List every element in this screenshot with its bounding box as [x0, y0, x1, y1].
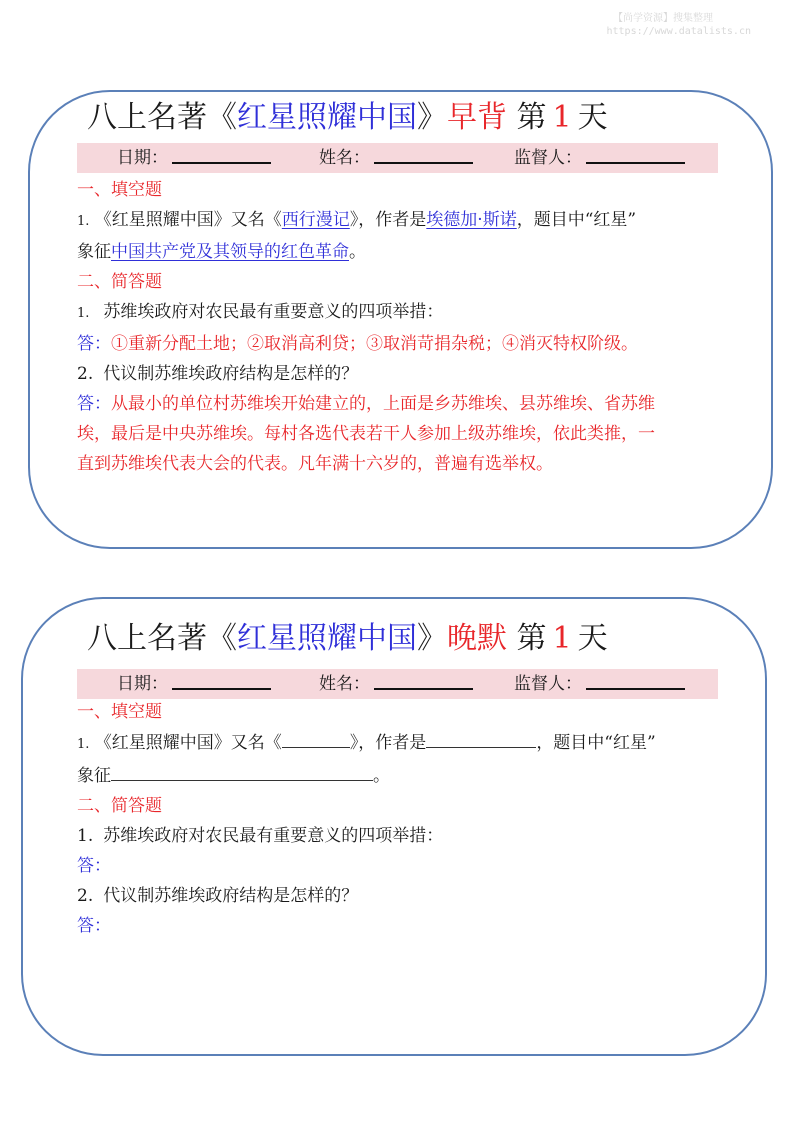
title-mode: 早背	[447, 100, 507, 135]
answer-text: ①重新分配土地；②取消高利贷；③取消苛捐杂税；④消灭特权阶级。	[111, 334, 638, 354]
short-answer-2-line2: 埃，最后是中央苏维埃。每村各选代表若干人参加上级苏维埃，依此类推，一	[77, 424, 655, 444]
card-content	[77, 697, 727, 941]
short-answer-2	[77, 389, 727, 419]
short-answer-2[interactable]	[77, 911, 727, 941]
watermark	[607, 12, 752, 38]
date-field[interactable]	[117, 143, 271, 173]
title-day-prefix: 第	[507, 100, 547, 135]
question-number: 1.	[77, 306, 90, 321]
question-number: 2.	[77, 364, 94, 384]
question-text: 《红星照耀中国》又名《	[94, 210, 282, 230]
title-prefix: 八上名著《	[87, 100, 237, 135]
question-text: 代议制苏维埃政府结构是怎样的？	[103, 886, 359, 906]
alias-blank[interactable]	[282, 727, 350, 748]
morning-recitation-card	[28, 90, 773, 549]
info-bar	[77, 143, 718, 173]
section-fill-in-heading: 一、填空题	[77, 180, 162, 200]
answer-label: 答：	[77, 856, 111, 876]
watermark-url: https://www.datalists.cn	[606, 26, 751, 37]
answer-text: 从最小的单位村苏维埃开始建立的，上面是乡苏维埃、县苏维埃、省苏维	[111, 394, 655, 414]
short-question-2	[77, 881, 727, 911]
supervisor-field[interactable]	[514, 143, 685, 173]
question-text: 。	[373, 766, 390, 786]
author-blank[interactable]	[426, 727, 536, 748]
watermark-source: 【尚学资源】搜集整理	[613, 13, 713, 24]
supervisor-blank[interactable]	[586, 669, 685, 690]
name-field[interactable]	[319, 143, 473, 173]
symbol-blank[interactable]	[111, 760, 373, 781]
supervisor-blank[interactable]	[586, 143, 685, 164]
date-label: 日期：	[117, 148, 168, 168]
question-text: 《红星照耀中国》又名《	[94, 733, 282, 753]
info-bar	[77, 669, 718, 699]
card-title	[87, 617, 608, 661]
card-content	[77, 175, 727, 479]
question-text: 代议制苏维埃政府结构是怎样的？	[103, 364, 359, 384]
short-answer-1	[77, 329, 727, 359]
fill-in-question-1	[77, 205, 727, 237]
question-number: 1.	[77, 737, 90, 752]
fill-in-question-1-cont	[77, 237, 727, 267]
question-text: 苏维埃政府对农民最有重要意义的四项举措：	[103, 302, 444, 322]
fill-in-question-1	[77, 727, 727, 760]
title-day-number: 1	[552, 100, 572, 135]
answer-label: 答：	[77, 394, 111, 414]
question-number: 1.	[77, 214, 90, 229]
short-answer-2-line3: 直到苏维埃代表大会的代表。凡年满十六岁的，普遍有选举权。	[77, 454, 553, 474]
section-short-answer-heading: 二、简答题	[77, 272, 162, 292]
answer-author: 埃德加·斯诺	[426, 210, 517, 230]
question-text: 》，作者是	[349, 210, 427, 230]
answer-symbol: 中国共产党及其领导的红色革命	[111, 242, 349, 262]
fill-in-question-1-cont	[77, 760, 727, 791]
date-label: 日期：	[117, 674, 168, 694]
question-text: 》，作者是	[349, 733, 427, 753]
supervisor-label: 监督人：	[514, 148, 582, 168]
name-label: 姓名：	[319, 674, 370, 694]
title-book-name: 红星照耀中国	[237, 621, 417, 656]
question-text: 象征	[77, 766, 111, 786]
card-title	[87, 96, 608, 140]
answer-label: 答：	[77, 334, 111, 354]
name-blank[interactable]	[374, 669, 473, 690]
section-fill-in-heading: 一、填空题	[77, 702, 162, 722]
question-text: ，题目中“红星”	[536, 733, 656, 753]
question-number: 1.	[77, 826, 94, 846]
section-short-answer-heading: 二、简答题	[77, 796, 162, 816]
short-question-1	[77, 297, 727, 329]
question-text: ，题目中“红星”	[516, 210, 637, 230]
title-prefix: 八上名著《	[87, 621, 237, 656]
short-question-2	[77, 359, 727, 389]
title-bracket-close: 》	[417, 621, 447, 656]
title-bracket-close: 》	[417, 100, 447, 135]
question-text: 苏维埃政府对农民最有重要意义的四项举措：	[103, 826, 444, 846]
supervisor-label: 监督人：	[514, 674, 582, 694]
answer-label: 答：	[77, 916, 111, 936]
evening-dictation-card	[21, 597, 767, 1056]
title-day-prefix: 第	[507, 621, 547, 656]
title-day-number: 1	[552, 621, 572, 656]
name-field[interactable]	[319, 669, 473, 699]
short-answer-1[interactable]	[77, 851, 727, 881]
title-mode: 晚默	[447, 621, 507, 656]
answer-alias: 西行漫记	[281, 210, 350, 230]
name-blank[interactable]	[374, 143, 473, 164]
date-blank[interactable]	[172, 143, 271, 164]
title-day-suffix: 天	[577, 621, 608, 656]
name-label: 姓名：	[319, 148, 370, 168]
supervisor-field[interactable]	[514, 669, 685, 699]
short-question-1	[77, 821, 727, 851]
date-field[interactable]	[117, 669, 271, 699]
question-number: 2.	[77, 886, 94, 906]
question-text: 。	[349, 242, 366, 262]
question-text: 象征	[77, 242, 111, 262]
title-day-suffix: 天	[577, 100, 608, 135]
date-blank[interactable]	[172, 669, 271, 690]
title-book-name: 红星照耀中国	[237, 100, 417, 135]
